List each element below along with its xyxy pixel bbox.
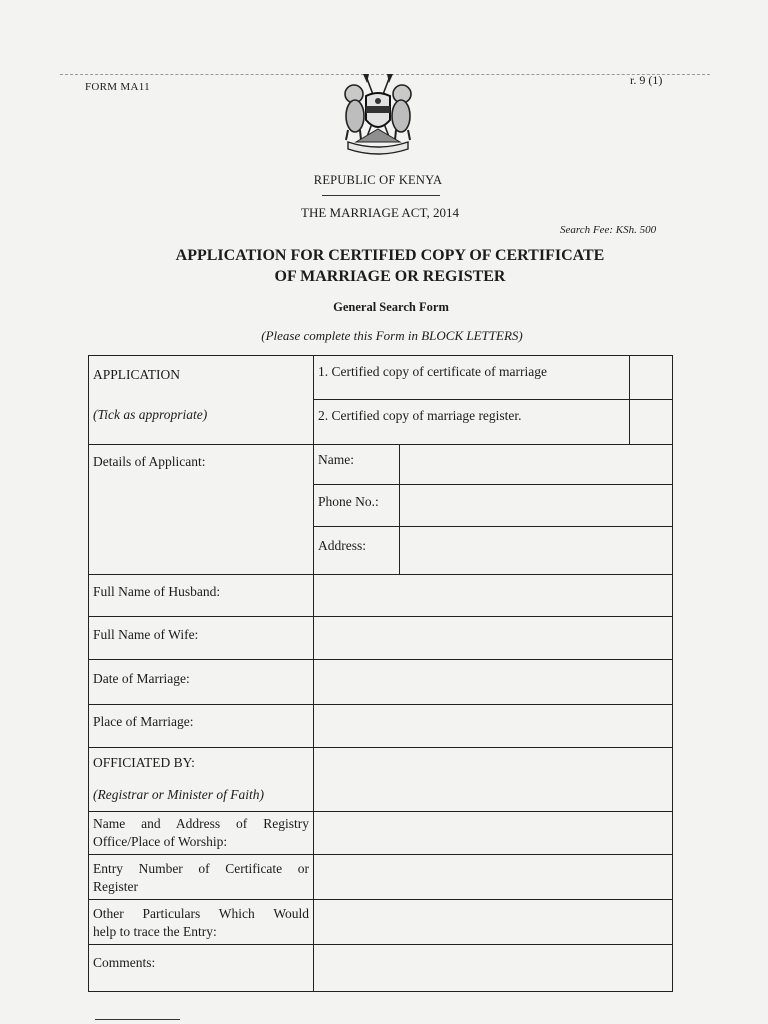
act-heading: THE MARRIAGE ACT, 2014 <box>301 205 459 220</box>
applicant-name-input[interactable] <box>400 445 672 484</box>
husband-label: Full Name of Husband: <box>93 584 221 599</box>
comments-value-cell <box>314 945 673 992</box>
option-certificate-cell <box>314 355 630 400</box>
registry-value-cell <box>314 812 673 855</box>
option-register-label: 2. Certified copy of marriage register. <box>318 408 522 423</box>
applicant-phone-input[interactable] <box>400 485 672 526</box>
other-label-line2: help to trace the Entry: <box>93 924 217 939</box>
application-hint: (Tick as appropriate) <box>93 407 208 422</box>
comments-input[interactable] <box>314 945 672 991</box>
husband-value-cell <box>314 575 673 617</box>
date-label: Date of Marriage: <box>93 671 190 686</box>
address-label-cell <box>314 527 400 575</box>
comments-label: Comments: <box>93 955 156 970</box>
wife-label: Full Name of Wife: <box>93 627 199 642</box>
application-label-cell <box>88 355 314 445</box>
name-label-cell <box>314 445 400 485</box>
entry-label-cell <box>88 855 314 900</box>
registry-label-cell <box>88 812 314 855</box>
address-value-cell <box>400 527 673 575</box>
officiated-label-cell <box>88 748 314 812</box>
entry-value-cell <box>314 855 673 900</box>
option-certificate-label: 1. Certified copy of certificate of marriage <box>318 364 548 379</box>
registry-label-line2: Office/Place of Worship: <box>93 834 228 849</box>
place-label: Place of Marriage: <box>93 714 194 729</box>
form-instruction: (Please complete this Form in BLOCK LETTERS) <box>261 328 523 343</box>
kenya-coat-of-arms-icon <box>336 72 420 158</box>
option-register-cell <box>314 400 630 445</box>
marriage-date-input[interactable] <box>314 660 672 704</box>
entry-label-line2: Register <box>93 879 138 894</box>
tick-box-certificate[interactable] <box>630 355 673 400</box>
phone-label: Phone No.: <box>318 494 379 509</box>
registry-label-line1: Name and Address of Registry <box>93 816 309 831</box>
place-label-cell <box>88 705 314 748</box>
other-label-line1: Other Particulars Which Would <box>93 906 309 921</box>
heading-divider <box>322 195 440 196</box>
date-value-cell <box>314 660 673 705</box>
other-particulars-input[interactable] <box>314 900 672 944</box>
country-heading: REPUBLIC OF KENYA <box>313 173 443 187</box>
rule-reference: r. 9 (1) <box>630 73 663 87</box>
applicant-address-input[interactable] <box>400 527 672 574</box>
name-label: Name: <box>318 452 354 467</box>
comments-label-cell <box>88 945 314 992</box>
place-value-cell <box>314 705 673 748</box>
phone-label-cell <box>314 485 400 527</box>
form-title-line1: APPLICATION FOR CERTIFIED COPY OF CERTIFICATE <box>175 247 605 264</box>
husband-label-cell <box>88 575 314 617</box>
application-form-table <box>88 355 673 992</box>
officiated-label: OFFICIATED BY: <box>93 755 195 770</box>
form-number: FORM MA11 <box>85 81 150 93</box>
date-label-cell <box>88 660 314 705</box>
entry-label-line1: Entry Number of Certificate or <box>93 861 309 876</box>
search-fee: Search Fee: KSh. 500 <box>560 224 657 236</box>
entry-number-input[interactable] <box>314 855 672 899</box>
applicant-label-cell <box>88 445 314 575</box>
address-label: Address: <box>318 538 366 553</box>
other-value-cell <box>314 900 673 945</box>
marriage-place-input[interactable] <box>314 705 672 747</box>
phone-value-cell <box>400 485 673 527</box>
form-title-line2: OF MARRIAGE OR REGISTER <box>274 268 506 285</box>
wife-value-cell <box>314 617 673 660</box>
husband-name-input[interactable] <box>314 575 672 616</box>
registry-address-input[interactable] <box>314 812 672 854</box>
wife-name-input[interactable] <box>314 617 672 659</box>
officiated-by-input[interactable] <box>314 748 672 811</box>
name-value-cell <box>400 445 673 485</box>
officiated-value-cell <box>314 748 673 812</box>
officiated-hint: (Registrar or Minister of Faith) <box>93 787 264 802</box>
other-label-cell <box>88 900 314 945</box>
footer-signature-line <box>95 1019 180 1020</box>
application-label: APPLICATION <box>93 367 181 382</box>
applicant-label: Details of Applicant: <box>93 454 206 469</box>
tick-box-register[interactable] <box>630 400 673 445</box>
wife-label-cell <box>88 617 314 660</box>
form-subtitle: General Search Form <box>333 300 449 314</box>
